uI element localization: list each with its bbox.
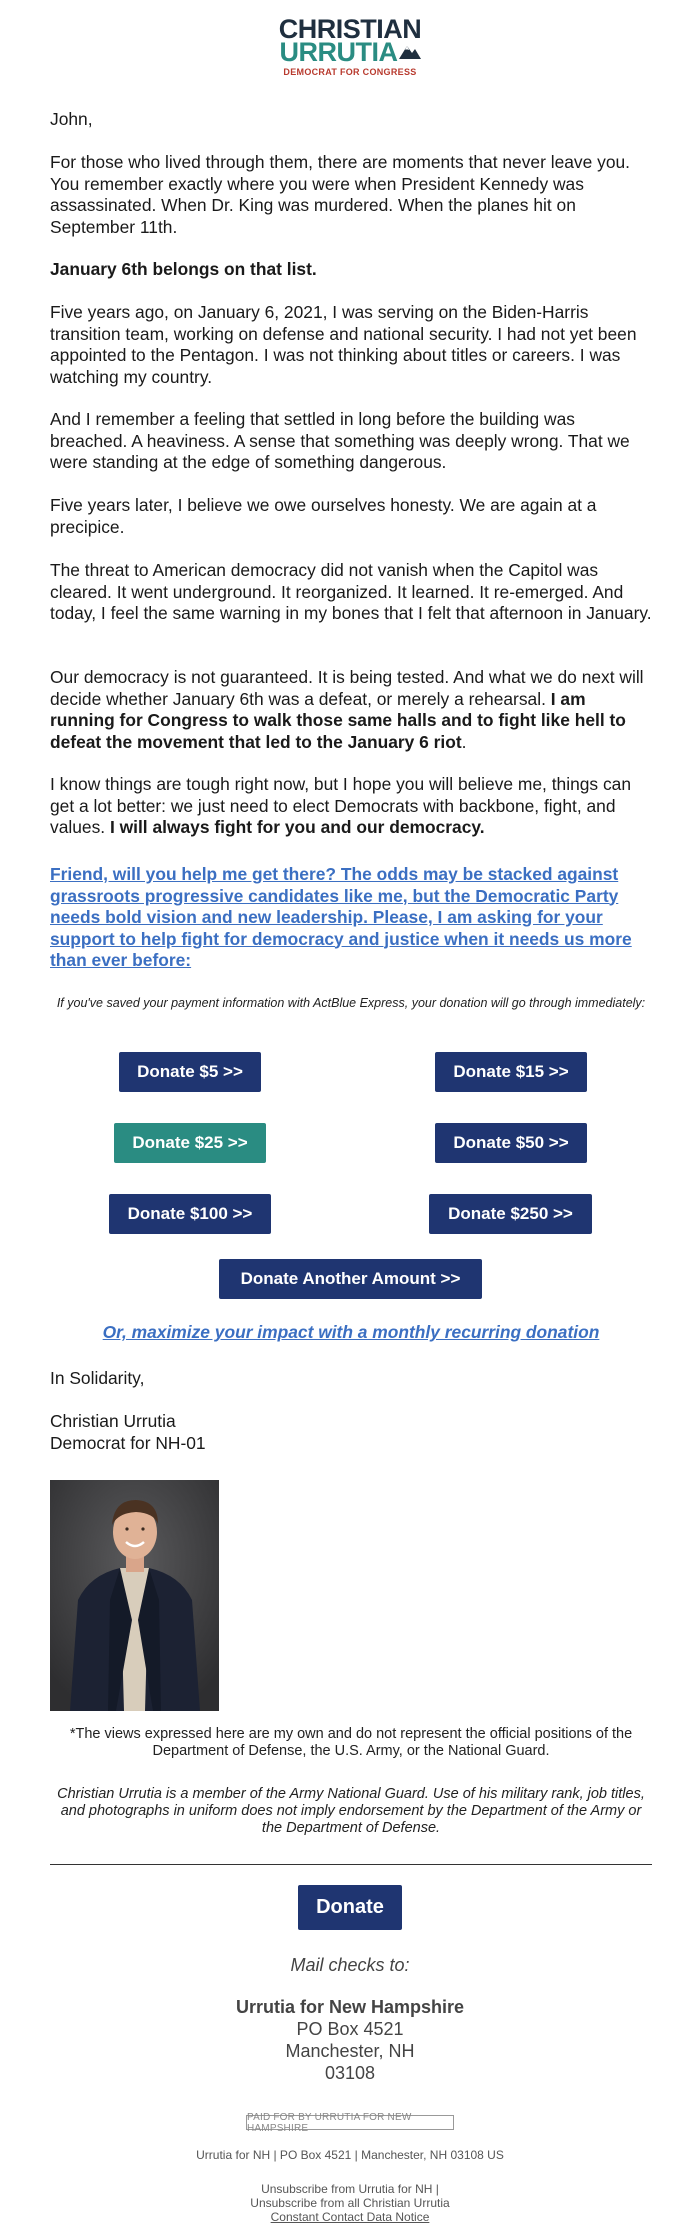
footer-donate-button[interactable]: Donate bbox=[298, 1885, 402, 1930]
cta-link[interactable]: Friend, will you help me get there? The odds may be stacked against grassroots progressive candidates like me, but the Democratic Party needs bold vision and new leadership. Please, I am asking for your support to help fight for democracy and justice when it needs us more than ever before: bbox=[50, 864, 632, 970]
donate-250-button[interactable]: Donate $250 >> bbox=[429, 1194, 592, 1234]
donate-5-button[interactable]: Donate $5 >> bbox=[119, 1052, 261, 1092]
mountain-icon bbox=[399, 43, 421, 64]
mailing-zip: 03108 bbox=[324, 2063, 376, 2083]
footer-address: Urrutia for NH | PO Box 4521 | Manchester, NH 03108 US bbox=[196, 2148, 504, 2162]
cta-paragraph bbox=[50, 864, 652, 972]
monthly-donation-link[interactable]: Or, maximize your impact with a monthly recurring donation bbox=[102, 1322, 600, 1342]
paragraph-7-period: . bbox=[461, 731, 467, 752]
mailing-org: Urrutia for New Hampshire bbox=[235, 1997, 465, 2017]
national-guard-disclaimer: Christian Urrutia is a member of the Army National Guard. Use of his military rank, job titles, and photographs in uniform does not imply endorsement by the Department of the Army or the Department of Defense. bbox=[57, 1786, 645, 1836]
paid-for-box: PAID FOR BY URRUTIA FOR NEW HAMPSHIRE bbox=[246, 2115, 454, 2130]
actblue-note: If you've saved your payment information with ActBlue Express, your donation will go through immediately: bbox=[56, 996, 646, 1010]
paragraph-1: For those who lived through them, there are moments that never leave you. You remember exactly where you were when President Kennedy was assassinated. When Dr. King was murdered. When the planes hit on September 11th. bbox=[50, 152, 630, 237]
unsubscribe-link[interactable]: Unsubscribe from Urrutia for NH | bbox=[261, 2182, 439, 2196]
donate-100-button[interactable]: Donate $100 >> bbox=[109, 1194, 271, 1234]
data-notice-link[interactable]: Constant Contact Data Notice bbox=[270, 2210, 430, 2224]
donate-15-button[interactable]: Donate $15 >> bbox=[435, 1052, 587, 1092]
donate-25-button[interactable]: Donate $25 >> bbox=[114, 1123, 266, 1163]
paragraph-6: The threat to American democracy did not vanish when the Capitol was cleared. It went underground. It reorganized. It learned. It re-emerged. And today, I feel the same warning in my bones that I felt that afternoon in January. bbox=[50, 560, 652, 623]
closing: In Solidarity, bbox=[50, 1368, 145, 1388]
signer-name: Christian Urrutia bbox=[50, 1411, 176, 1431]
signer-title: Democrat for NH-01 bbox=[50, 1433, 206, 1453]
paragraph-7-emphasis: I am running for Congress to walk those same halls and to fight like hell to defeat the movement that led to the January 6 riot bbox=[50, 688, 626, 752]
mailing-city: Manchester, NH bbox=[285, 2041, 415, 2061]
logo-first-name: CHRISTIAN bbox=[278, 14, 422, 44]
donate-50-button[interactable]: Donate $50 >> bbox=[435, 1123, 587, 1163]
views-disclaimer: *The views expressed here are my own and do not represent the official positions of the Department of Defense, the U.S. Army, or the National Guard. bbox=[69, 1726, 633, 1759]
donate-another-amount-button[interactable]: Donate Another Amount >> bbox=[219, 1259, 482, 1299]
paragraph-8 bbox=[50, 774, 652, 839]
paragraph-3: Five years ago, on January 6, 2021, I was serving on the Biden-Harris transition team, working on defense and national security. I had not yet been appointed to the Pentagon. I was not thinking about titles or careers. I was watching my country. bbox=[50, 302, 637, 387]
paragraph-2: January 6th belongs on that list. bbox=[50, 259, 317, 279]
unsubscribe-all-link[interactable]: Unsubscribe from all Christian Urrutia bbox=[250, 2196, 450, 2210]
campaign-logo bbox=[0, 14, 700, 78]
logo-last-name: URRUTIA bbox=[279, 37, 398, 67]
mail-checks-label: Mail checks to: bbox=[290, 1955, 410, 1975]
paragraph-8-emphasis: I will always fight for you and our democracy. bbox=[109, 817, 485, 837]
paragraph-4: And I remember a feeling that settled in long before the building was breached. A heaviness. A sense that something was deeply wrong. That we were standing at the edge of something dangerous. bbox=[50, 409, 630, 472]
paragraph-7 bbox=[50, 667, 652, 753]
paragraph-8-intro: I know things are tough right now, but I hope you will believe me, things can get a lot better: we just need to elect Democrats with backbone, fight, and values. bbox=[50, 774, 631, 837]
logo-tagline: DEMOCRAT FOR CONGRESS bbox=[283, 67, 417, 77]
candidate-photo bbox=[50, 1480, 219, 1711]
greeting: John, bbox=[50, 109, 93, 129]
section-divider bbox=[50, 1864, 652, 1865]
paragraph-5: Five years later, I believe we owe ourselves honesty. We are again at a precipice. bbox=[50, 495, 597, 537]
mailing-po-box: PO Box 4521 bbox=[296, 2019, 404, 2039]
paragraph-7-intro: Our democracy is not guaranteed. It is being tested. And what we do next will decide whether January 6th was a defeat, or merely a rehearsal. bbox=[50, 667, 644, 709]
